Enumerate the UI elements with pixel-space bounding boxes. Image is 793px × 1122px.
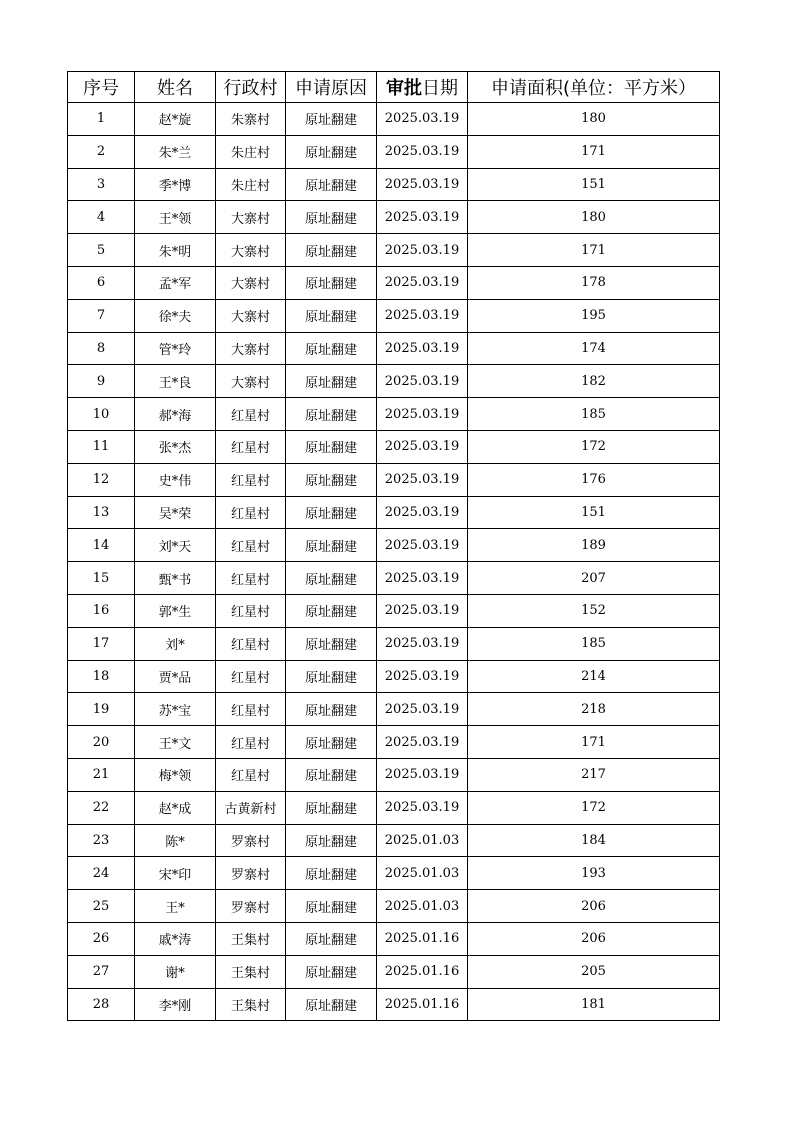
cell-date: 2025.03.19 (377, 660, 468, 693)
cell-date: 2025.01.16 (377, 988, 468, 1021)
cell-reason: 原址翻建 (286, 135, 377, 168)
cell-name: 苏*宝 (135, 693, 216, 726)
cell-area: 195 (468, 299, 720, 332)
header-date-rest: 日期 (422, 78, 458, 99)
cell-name: 张*杰 (135, 430, 216, 463)
cell-area: 152 (468, 594, 720, 627)
cell-village: 罗寨村 (216, 857, 286, 890)
table-row (68, 365, 720, 398)
cell-date: 2025.03.19 (377, 496, 468, 529)
cell-seq: 21 (68, 758, 135, 791)
cell-seq: 11 (68, 430, 135, 463)
cell-seq: 10 (68, 398, 135, 431)
cell-date: 2025.03.19 (377, 562, 468, 595)
cell-reason: 原址翻建 (286, 955, 377, 988)
cell-seq: 20 (68, 726, 135, 759)
cell-reason: 原址翻建 (286, 922, 377, 955)
cell-reason: 原址翻建 (286, 103, 377, 136)
cell-date: 2025.03.19 (377, 201, 468, 234)
cell-area: 217 (468, 758, 720, 791)
cell-seq: 3 (68, 168, 135, 201)
table-body (68, 103, 720, 1021)
cell-village: 红星村 (216, 594, 286, 627)
cell-seq: 4 (68, 201, 135, 234)
cell-seq: 9 (68, 365, 135, 398)
table-row (68, 955, 720, 988)
table-row (68, 266, 720, 299)
cell-seq: 2 (68, 135, 135, 168)
cell-area: 184 (468, 824, 720, 857)
cell-date: 2025.03.19 (377, 398, 468, 431)
cell-name: 徐*夫 (135, 299, 216, 332)
table-row (68, 857, 720, 890)
cell-village: 罗寨村 (216, 890, 286, 923)
table-row (68, 496, 720, 529)
cell-reason: 原址翻建 (286, 168, 377, 201)
cell-date: 2025.03.19 (377, 266, 468, 299)
cell-village: 红星村 (216, 758, 286, 791)
cell-area: 171 (468, 726, 720, 759)
cell-reason: 原址翻建 (286, 398, 377, 431)
cell-reason: 原址翻建 (286, 660, 377, 693)
cell-date: 2025.03.19 (377, 758, 468, 791)
cell-village: 王集村 (216, 955, 286, 988)
cell-seq: 28 (68, 988, 135, 1021)
table-row (68, 988, 720, 1021)
table-row (68, 529, 720, 562)
cell-date: 2025.03.19 (377, 529, 468, 562)
table-row (68, 660, 720, 693)
cell-date: 2025.03.19 (377, 299, 468, 332)
table-row (68, 332, 720, 365)
table-row (68, 594, 720, 627)
cell-area: 189 (468, 529, 720, 562)
cell-reason: 原址翻建 (286, 463, 377, 496)
cell-village: 红星村 (216, 660, 286, 693)
cell-name: 戚*涛 (135, 922, 216, 955)
header-date (377, 72, 468, 103)
table-row (68, 758, 720, 791)
cell-area: 172 (468, 430, 720, 463)
cell-name: 吴*荣 (135, 496, 216, 529)
cell-reason: 原址翻建 (286, 791, 377, 824)
cell-name: 王*领 (135, 201, 216, 234)
table-row (68, 726, 720, 759)
table-row (68, 103, 720, 136)
table-row (68, 627, 720, 660)
cell-name: 陈* (135, 824, 216, 857)
cell-name: 王*文 (135, 726, 216, 759)
table-row (68, 463, 720, 496)
cell-name: 甄*书 (135, 562, 216, 595)
table-row (68, 398, 720, 431)
cell-village: 大寨村 (216, 201, 286, 234)
cell-reason: 原址翻建 (286, 627, 377, 660)
cell-date: 2025.03.19 (377, 693, 468, 726)
cell-reason: 原址翻建 (286, 299, 377, 332)
table-row (68, 562, 720, 595)
cell-name: 王* (135, 890, 216, 923)
cell-village: 古黄新村 (216, 791, 286, 824)
table-row (68, 791, 720, 824)
cell-reason: 原址翻建 (286, 758, 377, 791)
cell-seq: 14 (68, 529, 135, 562)
cell-village: 红星村 (216, 693, 286, 726)
cell-seq: 6 (68, 266, 135, 299)
cell-village: 朱庄村 (216, 135, 286, 168)
cell-seq: 24 (68, 857, 135, 890)
cell-seq: 15 (68, 562, 135, 595)
cell-name: 孟*军 (135, 266, 216, 299)
cell-area: 206 (468, 922, 720, 955)
cell-area: 185 (468, 398, 720, 431)
cell-date: 2025.03.19 (377, 594, 468, 627)
cell-date: 2025.03.19 (377, 135, 468, 168)
cell-name: 赵*成 (135, 791, 216, 824)
cell-name: 李*刚 (135, 988, 216, 1021)
cell-seq: 22 (68, 791, 135, 824)
cell-village: 红星村 (216, 430, 286, 463)
cell-name: 史*伟 (135, 463, 216, 496)
table-row (68, 824, 720, 857)
cell-date: 2025.03.19 (377, 365, 468, 398)
approval-table (67, 71, 720, 1021)
table-row (68, 693, 720, 726)
cell-date: 2025.03.19 (377, 627, 468, 660)
cell-reason: 原址翻建 (286, 562, 377, 595)
cell-date: 2025.01.16 (377, 955, 468, 988)
table-row (68, 201, 720, 234)
cell-reason: 原址翻建 (286, 365, 377, 398)
cell-area: 193 (468, 857, 720, 890)
cell-village: 大寨村 (216, 234, 286, 267)
cell-village: 红星村 (216, 529, 286, 562)
cell-area: 181 (468, 988, 720, 1021)
cell-reason: 原址翻建 (286, 988, 377, 1021)
cell-village: 红星村 (216, 627, 286, 660)
table-row (68, 890, 720, 923)
cell-area: 182 (468, 365, 720, 398)
cell-name: 梅*领 (135, 758, 216, 791)
cell-village: 罗寨村 (216, 824, 286, 857)
cell-reason: 原址翻建 (286, 496, 377, 529)
cell-area: 214 (468, 660, 720, 693)
cell-village: 大寨村 (216, 299, 286, 332)
cell-area: 174 (468, 332, 720, 365)
cell-name: 王*良 (135, 365, 216, 398)
cell-area: 207 (468, 562, 720, 595)
cell-date: 2025.03.19 (377, 430, 468, 463)
cell-village: 红星村 (216, 463, 286, 496)
cell-area: 178 (468, 266, 720, 299)
cell-village: 朱庄村 (216, 168, 286, 201)
cell-seq: 25 (68, 890, 135, 923)
cell-reason: 原址翻建 (286, 266, 377, 299)
table-row (68, 234, 720, 267)
table-row (68, 299, 720, 332)
header-row (68, 72, 720, 103)
cell-date: 2025.03.19 (377, 463, 468, 496)
cell-name: 郭*生 (135, 594, 216, 627)
cell-reason: 原址翻建 (286, 693, 377, 726)
cell-area: 172 (468, 791, 720, 824)
cell-village: 大寨村 (216, 332, 286, 365)
cell-seq: 12 (68, 463, 135, 496)
header-seq: 序号 (68, 72, 135, 103)
cell-name: 朱*明 (135, 234, 216, 267)
cell-reason: 原址翻建 (286, 726, 377, 759)
table-row (68, 922, 720, 955)
cell-area: 176 (468, 463, 720, 496)
cell-reason: 原址翻建 (286, 594, 377, 627)
cell-name: 赵*旋 (135, 103, 216, 136)
cell-seq: 8 (68, 332, 135, 365)
cell-seq: 18 (68, 660, 135, 693)
cell-name: 朱*兰 (135, 135, 216, 168)
cell-village: 大寨村 (216, 266, 286, 299)
cell-reason: 原址翻建 (286, 430, 377, 463)
cell-reason: 原址翻建 (286, 234, 377, 267)
cell-name: 季*博 (135, 168, 216, 201)
table-row (68, 168, 720, 201)
cell-date: 2025.03.19 (377, 726, 468, 759)
cell-area: 171 (468, 234, 720, 267)
cell-area: 171 (468, 135, 720, 168)
cell-village: 王集村 (216, 988, 286, 1021)
cell-seq: 27 (68, 955, 135, 988)
cell-name: 刘* (135, 627, 216, 660)
cell-date: 2025.03.19 (377, 332, 468, 365)
header-date-bold: 审批 (386, 78, 422, 99)
cell-reason: 原址翻建 (286, 332, 377, 365)
cell-area: 218 (468, 693, 720, 726)
cell-seq: 16 (68, 594, 135, 627)
cell-area: 205 (468, 955, 720, 988)
cell-area: 180 (468, 103, 720, 136)
table-row (68, 135, 720, 168)
cell-reason: 原址翻建 (286, 201, 377, 234)
cell-village: 红星村 (216, 496, 286, 529)
cell-date: 2025.01.16 (377, 922, 468, 955)
cell-village: 红星村 (216, 562, 286, 595)
cell-village: 朱寨村 (216, 103, 286, 136)
cell-seq: 26 (68, 922, 135, 955)
cell-name: 管*玲 (135, 332, 216, 365)
cell-reason: 原址翻建 (286, 890, 377, 923)
cell-name: 宋*印 (135, 857, 216, 890)
cell-date: 2025.01.03 (377, 857, 468, 890)
cell-seq: 17 (68, 627, 135, 660)
cell-village: 红星村 (216, 398, 286, 431)
cell-village: 王集村 (216, 922, 286, 955)
cell-seq: 5 (68, 234, 135, 267)
cell-date: 2025.03.19 (377, 168, 468, 201)
cell-area: 151 (468, 168, 720, 201)
header-reason: 申请原因 (286, 72, 377, 103)
cell-area: 185 (468, 627, 720, 660)
cell-name: 刘*天 (135, 529, 216, 562)
cell-reason: 原址翻建 (286, 824, 377, 857)
cell-name: 贾*品 (135, 660, 216, 693)
cell-area: 151 (468, 496, 720, 529)
cell-date: 2025.03.19 (377, 103, 468, 136)
cell-seq: 7 (68, 299, 135, 332)
header-name: 姓名 (135, 72, 216, 103)
cell-seq: 1 (68, 103, 135, 136)
header-area: 申请面积(单位：平方米） (468, 72, 720, 103)
cell-date: 2025.03.19 (377, 791, 468, 824)
cell-name: 郝*海 (135, 398, 216, 431)
header-village: 行政村 (216, 72, 286, 103)
cell-seq: 19 (68, 693, 135, 726)
table-row (68, 430, 720, 463)
cell-seq: 23 (68, 824, 135, 857)
cell-date: 2025.03.19 (377, 234, 468, 267)
cell-date: 2025.01.03 (377, 824, 468, 857)
cell-date: 2025.01.03 (377, 890, 468, 923)
cell-area: 206 (468, 890, 720, 923)
cell-reason: 原址翻建 (286, 529, 377, 562)
cell-seq: 13 (68, 496, 135, 529)
cell-area: 180 (468, 201, 720, 234)
cell-village: 红星村 (216, 726, 286, 759)
table-header (68, 72, 720, 103)
cell-village: 大寨村 (216, 365, 286, 398)
cell-reason: 原址翻建 (286, 857, 377, 890)
cell-name: 谢* (135, 955, 216, 988)
